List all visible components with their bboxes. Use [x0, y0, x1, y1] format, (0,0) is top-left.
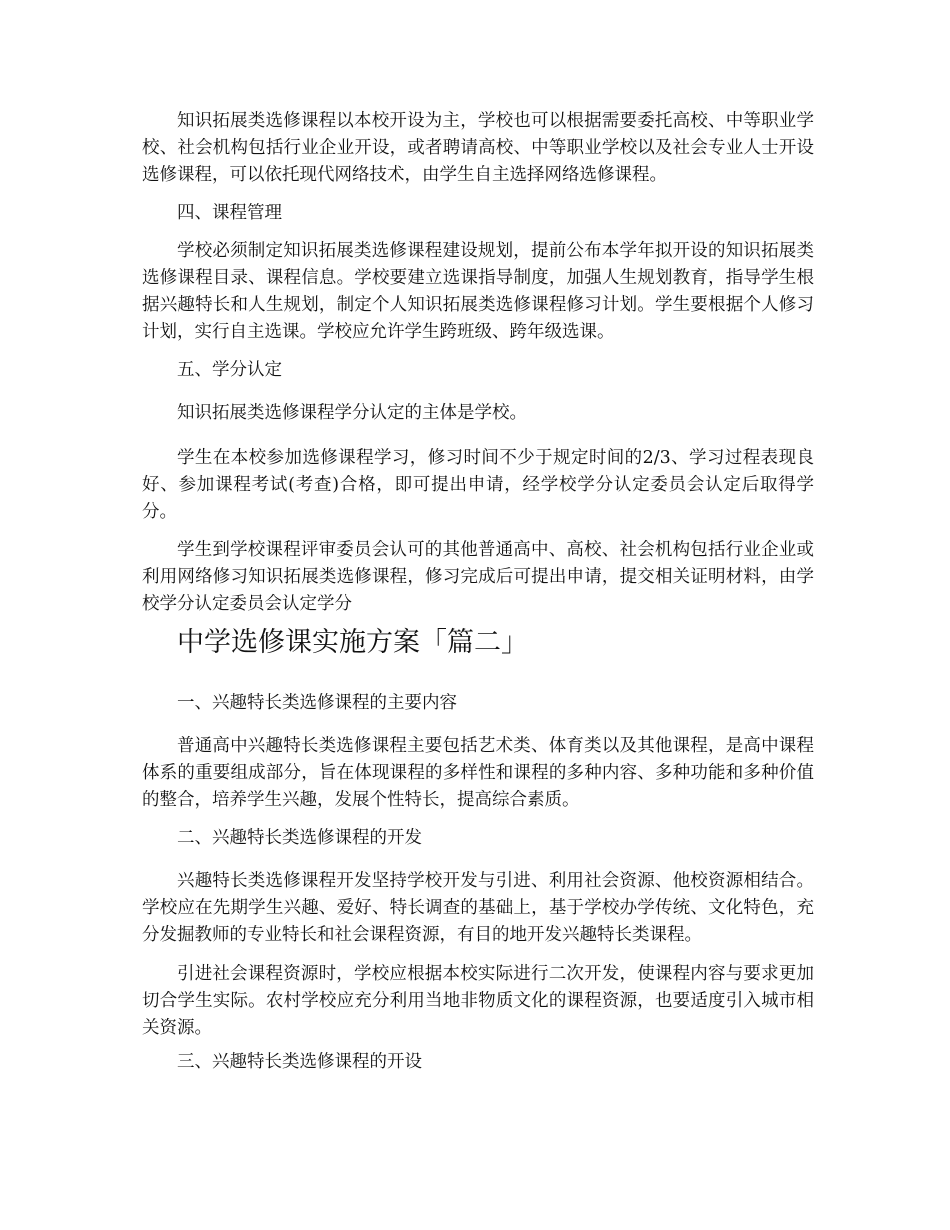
heading-development: 二、兴趣特长类选修课程的开发 [177, 828, 422, 848]
paragraph-resources: 引进社会课程资源时，学校应根据本校实际进行二次开发，使课程内容与要求更加切合学生实际。农村学校应充分利用当地非物质文化的课程资源，也要适度引入城市相关资源。 [142, 964, 814, 1038]
paragraph-development: 兴趣特长类选修课程开发坚持学校开发与引进、利用社会资源、他校资源相结合。学校应在先期学生兴趣、爱好、特长调查的基础上，基于学校办学传统、文化特色，充分发掘教师的专业特长和社会课程资源，有目的地开发兴趣特长类课程。 [142, 871, 814, 945]
heading-course-offering: 三、兴趣特长类选修课程的开设 [177, 1052, 422, 1072]
paragraph-credit-subject: 知识拓展类选修课程学分认定的主体是学校。 [177, 403, 527, 423]
heading-credit-recognition: 五、学分认定 [177, 360, 282, 380]
heading-course-management: 四、课程管理 [177, 203, 282, 223]
paragraph-main-content: 普通高中兴趣特长类选修课程主要包括艺术类、体育类以及其他课程，是高中课程体系的重要组成部分，旨在体现课程的多样性和课程的多种内容、多种功能和多种价值的整合，培养学生兴趣，发展个性特长，提高综合素质。 [142, 736, 814, 810]
paragraph-external-courses: 知识拓展类选修课程以本校开设为主，学校也可以根据需要委托高校、中等职业学校、社会机构包括行业企业开设，或者聘请高校、中等职业学校以及社会专业人士开设选修课程，可以依托现代网络技术，由学生自主选择网络选修课程。 [142, 111, 814, 185]
section-title-part-two: 中学选修课实施方案「篇二」 [177, 627, 528, 658]
paragraph-credit-conditions: 学生在本校参加选修课程学习，修习时间不少于规定时间的2/3、学习过程表现良好、参加课程考试(考查)合格，即可提出申请，经学校学分认定委员会认定后取得学分。 [142, 448, 814, 522]
paragraph-course-planning: 学校必须制定知识拓展类选修课程建设规划，提前公布本学年拟开设的知识拓展类选修课程目录、课程信息。学校要建立选课指导制度，加强人生规划教育，指导学生根据兴趣特长和人生规划，制定个人知识拓展类选修课程修习计划。学生要根据个人修习计划，实行自主选课。学校应允许学生跨班级、跨年级选课。 [142, 241, 814, 342]
heading-main-content: 一、兴趣特长类选修课程的主要内容 [177, 693, 457, 713]
paragraph-external-credit: 学生到学校课程评审委员会认可的其他普通高中、高校、社会机构包括行业企业或利用网络修习知识拓展类选修课程，修习完成后可提出申请，提交相关证明材料，由学校学分认定委员会认定学分 [142, 540, 814, 614]
